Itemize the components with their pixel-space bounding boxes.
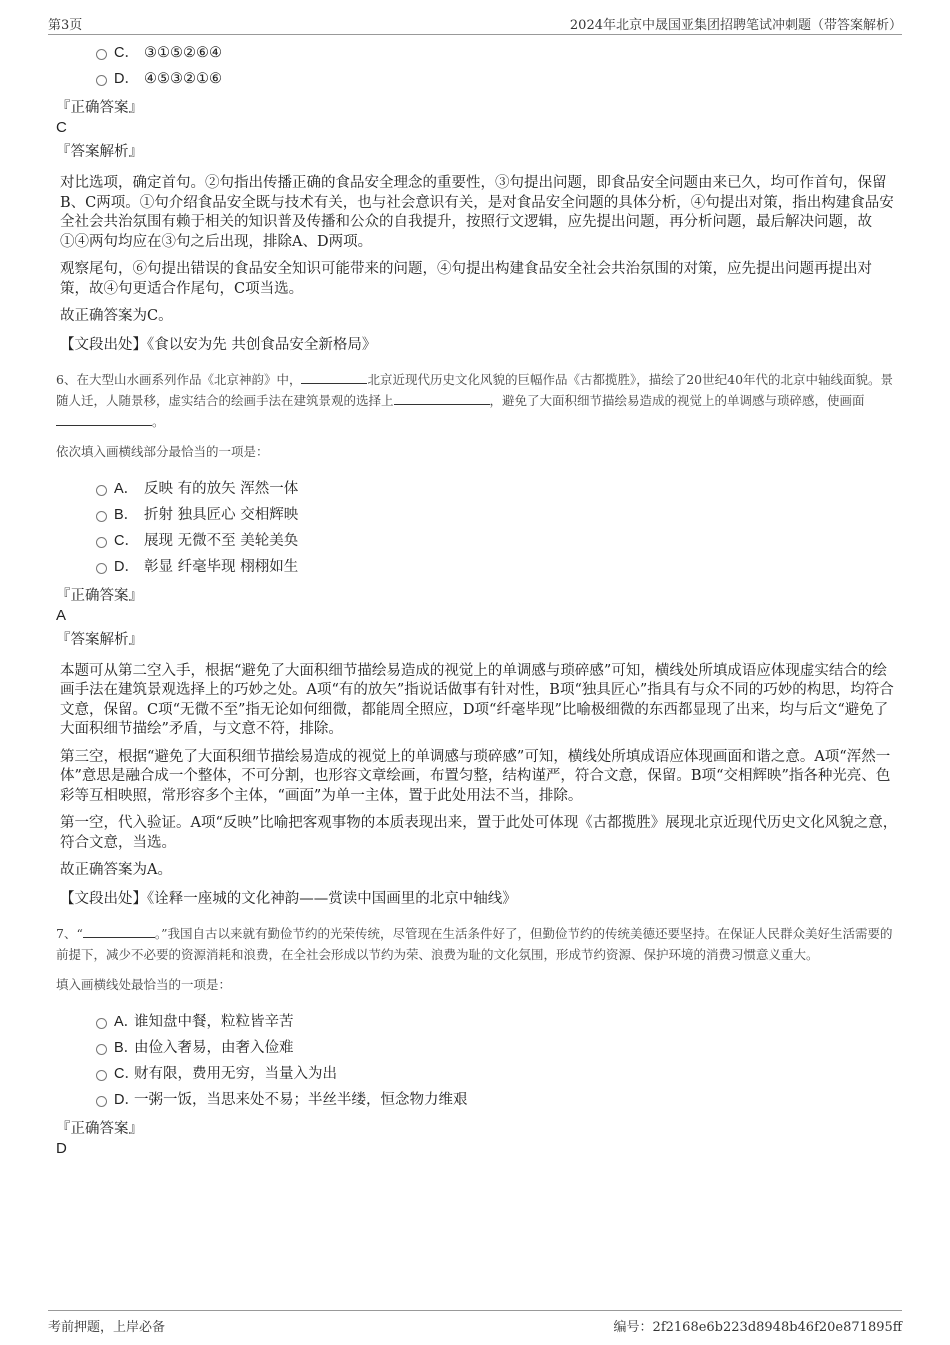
option-text: 一粥一饭，当思来处不易；半丝半缕，恒念物力维艰 [134,1091,468,1108]
option-item[interactable] [96,554,898,580]
question-stem [56,369,898,432]
footer-slogan: 考前押题，上岸必备 [48,1320,166,1335]
option-letter: B． [114,506,139,523]
stem-text: 6、在大型山水画系列作品《北京神韵》中， [56,371,302,387]
radio-button-icon[interactable] [96,49,107,60]
radio-button-icon[interactable] [96,1018,107,1029]
option-letter: C． [114,45,139,61]
option-item[interactable] [96,528,898,554]
fill-blank [56,411,152,426]
document-title: 2024年北京中晟国亚集团招聘笔试冲刺题（带答案解析） [569,18,902,33]
option-letter: D． [114,558,139,575]
option-text: 彰显 纤毫毕现 栩栩如生 [144,558,299,575]
option-text: ③①⑤②⑥④ [144,45,222,61]
answer-label: 『正确答案』 [56,1120,143,1137]
option-text: 由俭入奢易，由奢入俭难 [134,1039,294,1056]
analysis-paragraph: 故正确答案为C。 [60,308,173,324]
fill-blank [83,923,155,938]
page-header [48,14,902,35]
document-id: 编号：2f2168e6b223d8948b46f20e871895ff [613,1320,902,1335]
option-letter: C． [114,1065,139,1082]
option-text: 反映 有的放矢 浑然一体 [144,480,299,497]
stem-text: 7、“ [56,925,83,941]
option-text: 折射 独具匠心 交相辉映 [144,506,299,523]
main-content [56,40,898,1163]
q6-options [56,476,898,580]
option-item[interactable] [96,1087,898,1113]
option-letter: B． [114,1039,139,1056]
radio-button-icon[interactable] [96,537,107,548]
option-item[interactable] [96,1061,898,1087]
option-letter: A． [114,480,139,497]
analysis-paragraph: 第一空，代入验证。A项“反映”比喻把客观事物的本质表现出来，置于此处可体现《古都揽胜》展现北京近现代历史文化风貌之意，符合文意，当选。 [60,815,898,851]
fill-blank [394,390,490,405]
correct-answer: C [56,119,67,136]
source-citation: 【文段出处】《食以安为先 共创食品安全新格局》 [60,336,377,353]
page-number: 第3页 [48,18,83,33]
option-item[interactable] [96,1035,898,1061]
analysis-paragraph: 第三空，根据“避免了大面积细节描绘易造成的视觉上的单调感与琐碎感”可知，横线处所填成语应体现画面和谐之意。A项“浑然一体”意思是融合成一个整体，不可分割，也形容文章绘画，布置匀整，结构谨严，符合文意，保留。B项“交相辉映”指各种光亮、色彩等互相映照，常形容多个主体，“画面”为单一主体，置于此处用法不当，排除。 [60,748,891,804]
radio-button-icon[interactable] [96,1070,107,1081]
stem-text: 北京近现代历史文化风貌的巨幅作品《古都揽胜》，描绘了20世纪40年代的北京中轴线面貌。景随人迁，人随景移，虚实结合的绘画手法在建筑景观的选择上 [56,371,894,408]
stem-text: ，避免了大面积细节描绘易造成的视觉上的单调感与琐碎感，使画面 [489,392,865,408]
analysis-paragraph: 本题可从第二空入手，根据“避免了大面积细节描绘易造成的视觉上的单调感与琐碎感”可知，横线处所填成语应体现虚实结合的绘画手法在建筑景观选择上的巧妙之处。A项“有的放矢”指说话做事有针对性，B项“独具匠心”指具有与众不同的巧妙的构思，均符合文意，保留。C项“无微不至”指无论如何细微，都能周全照应，D项“纤毫毕现”比喻极细微的东西都显现了出来，均与后文“避免了大面积细节描绘”矛盾，与文意不符，排除。 [60,662,894,737]
answer-label: 『正确答案』 [56,587,143,604]
analysis-paragraph: 对比选项，确定首句。②句指出传播正确的食品安全理念的重要性，③句提出问题，即食品安全问题由来已久，均可作首句，保留B、C两项。①句介绍食品安全既与技术有关，也与社会意识有关，是对食品安全问题的具体分析，④句提出对策，指出构建食品安全社会共治氛围有赖于相关的知识普及传播和公众的自我提升，按照行文逻辑，应先提出问题，再分析问题，最后解决问题，故①④两句均应在③句之后出现，排除A、D两项。 [60,175,894,250]
radio-button-icon[interactable] [96,563,107,574]
question-instruction: 依次填入画横线部分最恰当的一项是： [56,443,269,459]
analysis-label: 『答案解析』 [56,631,143,648]
correct-answer: D [56,1139,67,1157]
analysis-paragraph: 故正确答案为A。 [60,862,172,878]
radio-button-icon[interactable] [96,1044,107,1055]
radio-button-icon[interactable] [96,511,107,522]
source-citation: 【文段出处】《诠释一座城的文化神韵——赏读中国画里的北京中轴线》 [60,890,517,907]
answer-label: 『正确答案』 [56,100,143,116]
option-item[interactable] [96,1009,898,1035]
analysis-paragraph: 观察尾句，⑥句提出错误的食品安全知识可能带来的问题，④句提出构建食品安全社会共治氛围的对策，应先提出问题再提出对策，故④句更适合作尾句，C项当选。 [60,261,872,297]
correct-answer: A [56,606,67,624]
option-text: 展现 无微不至 美轮美奂 [144,532,299,549]
option-item[interactable] [96,476,898,502]
option-letter: A． [114,1013,139,1030]
option-letter: D． [114,1091,139,1108]
page-footer [48,1310,902,1335]
option-letter: D． [114,71,139,87]
option-letter: C． [114,532,139,549]
option-text: ④⑤③②①⑥ [144,71,222,87]
q7-options [56,1009,898,1113]
stem-text: 。 [152,413,165,429]
option-item[interactable] [96,40,898,66]
option-item[interactable] [96,66,898,92]
radio-button-icon[interactable] [96,485,107,496]
option-item[interactable] [96,502,898,528]
radio-button-icon[interactable] [96,1096,107,1107]
stem-text: 。”我国自古以来就有勤俭节约的光荣传统，尽管现在生活条件好了，但勤俭节约的传统美德还要坚持。在保证人民群众美好生活需要的前提下，减少不必要的资源消耗和浪费，在全社会形成以节约为荣、浪费为耻的文化氛围，形成节约资源、保护环境的消费习惯意义重大。 [56,925,893,962]
fill-blank [301,369,367,384]
option-text: 财有限，费用无穷，当量入为出 [134,1065,337,1082]
q5-options [56,40,898,92]
question-instruction: 填入画横线处最恰当的一项是： [56,976,232,992]
radio-button-icon[interactable] [96,75,107,86]
analysis-label: 『答案解析』 [56,144,143,160]
question-stem [56,923,898,965]
option-text: 谁知盘中餐，粒粒皆辛苦 [134,1013,294,1030]
